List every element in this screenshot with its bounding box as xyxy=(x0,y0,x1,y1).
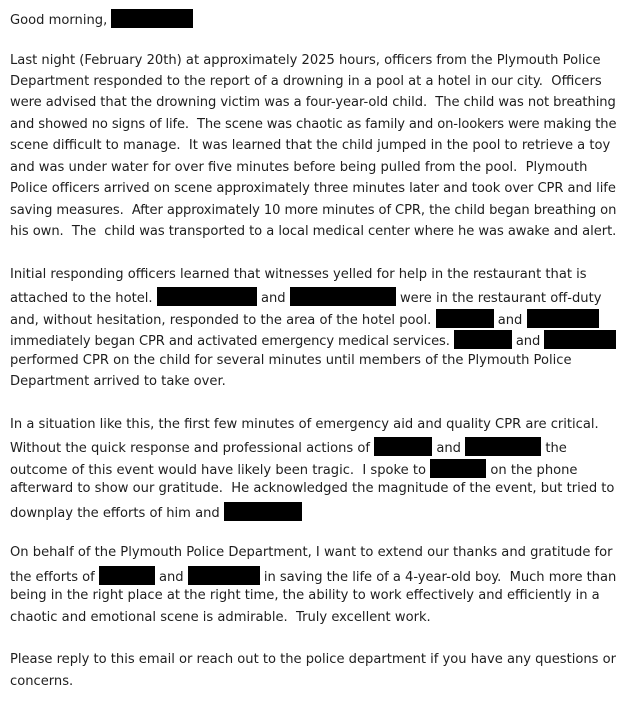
redacted-name xyxy=(436,309,494,328)
paragraph-2-line xyxy=(10,309,599,327)
paragraph-3-line xyxy=(10,437,567,455)
greeting: Good morning, xyxy=(10,13,108,28)
redacted-name xyxy=(465,437,541,456)
redacted-name xyxy=(527,309,599,328)
text-segment: the efforts of xyxy=(10,570,95,585)
paragraph-2-line: Initial responding officers learned that witnesses yelled for help in the restaurant that is xyxy=(10,267,587,282)
paragraph-4-line: being in the right place at the right time, the ability to work effectively and efficiently in a xyxy=(10,588,600,603)
text-segment: were in the restaurant off-duty xyxy=(399,291,602,306)
paragraph-1-line: Police officers arrived on scene approximately three minutes later and took over CPR and life xyxy=(10,181,616,196)
paragraph-4-line xyxy=(10,566,616,584)
paragraph-3-line: afterward to show our gratitude. He acknowledged the magnitude of the event, but tried to xyxy=(10,481,615,496)
text-segment: immediately began CPR and activated emergency medical services. xyxy=(10,334,450,349)
paragraph-1-line: scene difficult to manage. It was learned that the child jumped in the pool to retrieve a toy xyxy=(10,138,611,153)
text-segment: downplay the efforts of him and xyxy=(10,506,220,521)
paragraph-4-line: chaotic and emotional scene is admirable. Truly excellent work. xyxy=(10,610,431,625)
text-segment: and xyxy=(497,313,523,328)
paragraph-2-line xyxy=(10,287,601,305)
paragraph-4-line: On behalf of the Plymouth Police Department, I want to extend our thanks and gratitude for xyxy=(10,545,613,560)
paragraph-1-line: Last night (February 20th) at approximately 2025 hours, officers from the Plymouth Police xyxy=(10,53,601,68)
redacted-name xyxy=(99,566,155,585)
closing-line: concerns. xyxy=(10,674,74,689)
paragraph-1-line: and was under water for over five minutes before being pulled from the pool. Plymouth xyxy=(10,160,588,175)
text-segment: Without the quick response and professional actions of xyxy=(10,441,371,456)
closing-line: Please reply to this email or reach out to the police department if you have any questions or xyxy=(10,652,616,667)
text-segment: and xyxy=(436,441,461,456)
paragraph-2-line xyxy=(10,330,616,348)
redacted-name xyxy=(430,459,486,478)
paragraph-1-line: were advised that the drowning victim was a four-year-old child. The child was not breathing xyxy=(10,95,616,110)
redacted-name xyxy=(157,287,257,306)
redacted-name xyxy=(374,437,432,456)
paragraph-1-line: Department responded to the report of a drowning in a pool at a hotel in our city. Officers xyxy=(10,74,602,89)
paragraph-2-line: Department arrived to take over. xyxy=(10,374,226,389)
paragraph-2-line: performed CPR on the child for several minutes until members of the Plymouth Police xyxy=(10,353,572,368)
text-segment: on the phone xyxy=(490,463,578,478)
text-segment: and xyxy=(260,291,286,306)
paragraph-1-line: saving measures. After approximately 10 more minutes of CPR, the child began breathing on xyxy=(10,203,617,218)
redacted-name xyxy=(188,566,260,585)
paragraph-1-line: his own. The child was transported to a local medical center where he was awake and alert. xyxy=(10,224,617,239)
redacted-name xyxy=(224,502,302,521)
paragraph-1-line: and showed no signs of life. The scene was chaotic as family and on-lookers were making the xyxy=(10,117,617,132)
paragraph-3-line: In a situation like this, the first few minutes of emergency aid and quality CPR are critical. xyxy=(10,417,599,432)
text-segment: outcome of this event would have likely been tragic. I spoke to xyxy=(10,463,427,478)
text-segment: attached to the hotel. xyxy=(10,291,153,306)
text-segment: the xyxy=(545,441,567,456)
text-segment: and xyxy=(515,334,541,349)
redacted-name xyxy=(544,330,616,349)
redacted-name xyxy=(454,330,512,349)
paragraph-3-line xyxy=(10,502,302,520)
greeting-line xyxy=(10,9,193,27)
redacted-name xyxy=(111,9,193,28)
text-segment: in saving the life of a 4-year-old boy. Much more than xyxy=(263,570,617,585)
paragraph-3-line xyxy=(10,459,578,477)
redacted-name xyxy=(290,287,396,306)
text-segment: and xyxy=(158,570,184,585)
text-segment: and, without hesitation, responded to the area of the hotel pool. xyxy=(10,313,432,328)
